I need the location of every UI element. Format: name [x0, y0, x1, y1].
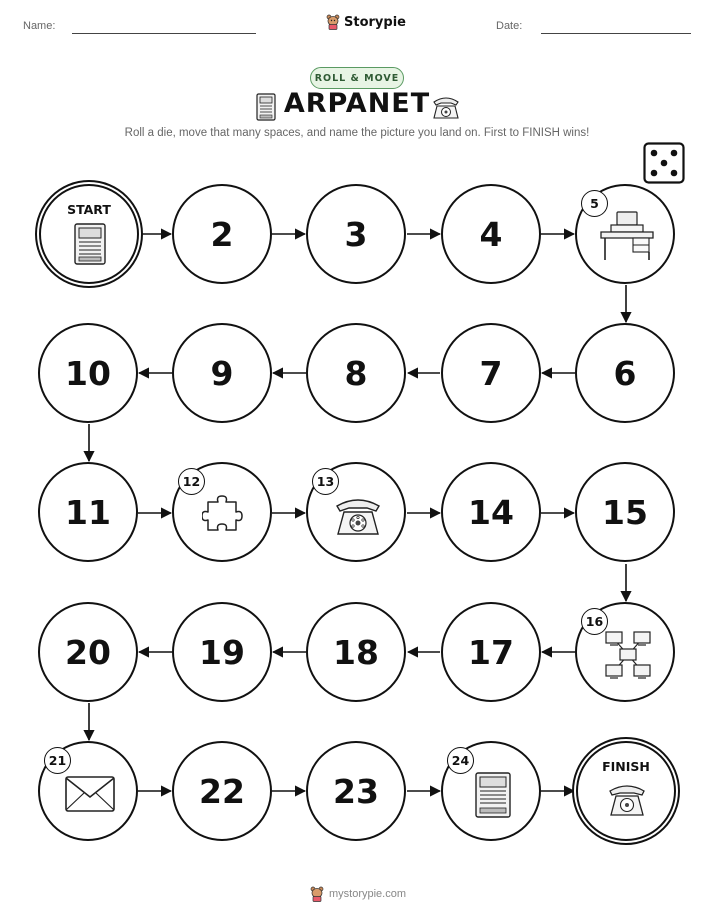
rotary-telephone-icon: [607, 781, 647, 819]
space-number: 17: [468, 632, 514, 672]
space-number-badge: 13: [312, 468, 339, 495]
space-number: 15: [602, 492, 648, 532]
space-number: 22: [199, 771, 245, 811]
space-number-badge: 5: [581, 190, 608, 217]
board-space-13: [306, 462, 406, 562]
space-number: 8: [344, 353, 368, 393]
space-number-badge: 16: [581, 608, 608, 635]
board-space-7: [441, 323, 541, 423]
space-number: 6: [613, 353, 637, 393]
board-space-10: [38, 323, 138, 423]
board-space-24: [441, 741, 541, 841]
rotary-telephone-icon: [333, 494, 383, 538]
board-space-23: [306, 741, 406, 841]
finish-space: [576, 741, 676, 841]
space-number: 14: [468, 492, 514, 532]
space-number: 18: [333, 632, 379, 672]
space-number: 19: [199, 632, 245, 672]
space-number: 3: [344, 214, 368, 254]
date-label: Date:: [496, 20, 523, 32]
bear-mascot-icon: [310, 886, 324, 902]
space-number: 4: [479, 214, 503, 254]
instructions: Roll a die, move that many spaces, and name the picture you land on. First to FINISH wins!: [124, 127, 590, 139]
space-number: 2: [210, 214, 234, 254]
board-space-20: [38, 602, 138, 702]
board-space-18: [306, 602, 406, 702]
network-computers-icon: [603, 630, 653, 680]
mainframe-computer-icon: [72, 222, 108, 266]
desk-computer-icon: [597, 210, 657, 262]
board-space-14: [441, 462, 541, 562]
board-space-15: [575, 462, 675, 562]
space-number: 10: [65, 353, 111, 393]
board-space-6: [575, 323, 675, 423]
board-space-5: [575, 184, 675, 284]
board-space-4: [441, 184, 541, 284]
space-number-badge: 12: [178, 468, 205, 495]
space-number-badge: 24: [447, 747, 474, 774]
start-space: [39, 184, 139, 284]
board-space-12: [172, 462, 272, 562]
board-space-19: [172, 602, 272, 702]
space-number-badge: 21: [44, 747, 71, 774]
finish-label: FINISH: [602, 759, 650, 774]
board-space-11: [38, 462, 138, 562]
puzzle-piece-icon: [202, 492, 246, 536]
board-space-17: [441, 602, 541, 702]
brand-name: Storypie: [344, 14, 406, 30]
space-number: 23: [333, 771, 379, 811]
space-number: 7: [479, 353, 503, 393]
board-space-2: [172, 184, 272, 284]
board-space-21: [38, 741, 138, 841]
board-space-9: [172, 323, 272, 423]
space-number: 20: [65, 632, 111, 672]
board-space-16: [575, 602, 675, 702]
mainframe-computer-icon: [473, 771, 513, 819]
board-space-3: [306, 184, 406, 284]
envelope-icon: [64, 775, 116, 813]
space-number: 9: [210, 353, 234, 393]
board-space-22: [172, 741, 272, 841]
board-space-8: [306, 323, 406, 423]
game-type-badge: ROLL & MOVE: [310, 67, 404, 89]
footer: [310, 886, 406, 902]
footer-site: mystorypie.com: [329, 888, 407, 900]
start-label: START: [67, 202, 111, 217]
space-number: 11: [65, 492, 111, 532]
name-label: Name:: [23, 20, 56, 32]
page-title: ARPANET: [283, 88, 431, 119]
